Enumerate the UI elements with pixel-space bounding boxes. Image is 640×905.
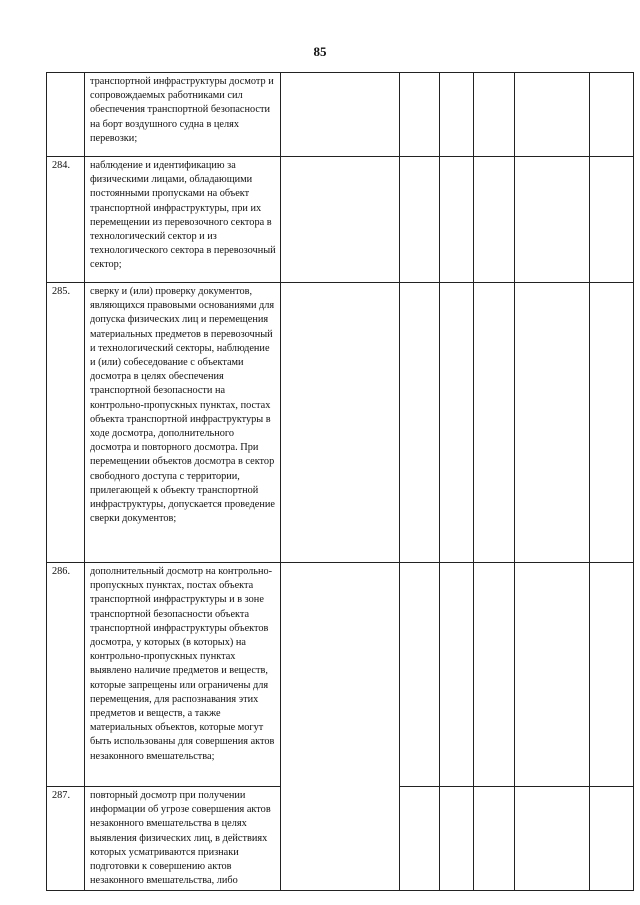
- empty-cell: [590, 563, 634, 787]
- row-number: 284.: [47, 157, 85, 283]
- row-text: наблюдение и идентификацию за физическими лицами, обладающими постоянными пропусками на объект транспортной инфраструктуры, при их перемещении из перевозочного сектора в технологический сектор и из технологического сектора в перевозочный сектор;: [85, 157, 281, 283]
- empty-cell: [515, 157, 590, 283]
- row-number: 286.: [47, 563, 85, 787]
- requirements-table: [46, 72, 634, 891]
- empty-cell: [400, 73, 440, 157]
- empty-cell: [400, 787, 440, 891]
- empty-cell: [474, 157, 515, 283]
- empty-cell: [474, 563, 515, 787]
- empty-cell: [440, 157, 474, 283]
- empty-cell: [590, 73, 634, 157]
- merged-cell: [281, 563, 400, 891]
- empty-cell: [515, 283, 590, 563]
- empty-cell: [440, 73, 474, 157]
- empty-cell: [515, 73, 590, 157]
- row-text: сверку и (или) проверку документов, являющихся правовыми основаниями для допуска физических лиц и перемещения материальных предметов в перевозочный и технологический секторы, наблюдение и (или) собеседование с объектами досмотра в целях обеспечения транспортной безопасности на контрольно-пропускных пунктах, постах объекта транспортной инфраструктуры в ходе досмотра, дополнительного досмотра и повторного досмотра. При перемещении объектов досмотра в сектор свободного доступа с территории, прилегающей к объекту транспортной инфраструктуры, допускается проведение сверки документов;: [85, 283, 281, 563]
- empty-cell: [440, 563, 474, 787]
- table-row: [47, 283, 634, 563]
- empty-cell: [474, 787, 515, 891]
- merged-cell: [281, 283, 400, 563]
- row-number: [47, 73, 85, 157]
- empty-cell: [400, 283, 440, 563]
- empty-cell: [590, 157, 634, 283]
- empty-cell: [474, 73, 515, 157]
- row-number: 287.: [47, 787, 85, 891]
- table-row: [47, 157, 634, 283]
- empty-cell: [590, 283, 634, 563]
- table-row: [47, 73, 634, 157]
- page-number: 85: [313, 44, 327, 59]
- empty-cell: [440, 283, 474, 563]
- row-text: транспортной инфраструктуры досмотр и сопровождаемых работниками сил обеспечения транспортной безопасности на борт воздушного судна в целях перевозки;: [85, 73, 281, 157]
- row-number: 285.: [47, 283, 85, 563]
- empty-cell: [515, 563, 590, 787]
- table-row: [47, 563, 634, 787]
- row-text: повторный досмотр при получении информации об угрозе совершения актов незаконного вмешательства в целях выявления физических лиц, в действиях которых усматриваются признаки подготовки к совершению актов незаконного вмешательства, либо: [85, 787, 281, 891]
- empty-cell: [400, 157, 440, 283]
- merged-cell: [281, 73, 400, 157]
- row-text: дополнительный досмотр на контрольно-пропускных пунктах, постах объекта транспортной инфраструктуры и в зоне транспортной безопасности объекта транспортной инфраструктуры объектов досмотра, у которых (в которых) на контрольно-пропускных пунктах выявлено наличие предметов и веществ, которые запрещены или ограничены для перемещения, для распознавания этих предметов и веществ, а также материальных объектов, которые могут быть использованы для совершения актов незаконного вмешательства;: [85, 563, 281, 787]
- empty-cell: [400, 563, 440, 787]
- empty-cell: [440, 787, 474, 891]
- empty-cell: [590, 787, 634, 891]
- merged-cell: [281, 157, 400, 283]
- empty-cell: [515, 787, 590, 891]
- empty-cell: [474, 283, 515, 563]
